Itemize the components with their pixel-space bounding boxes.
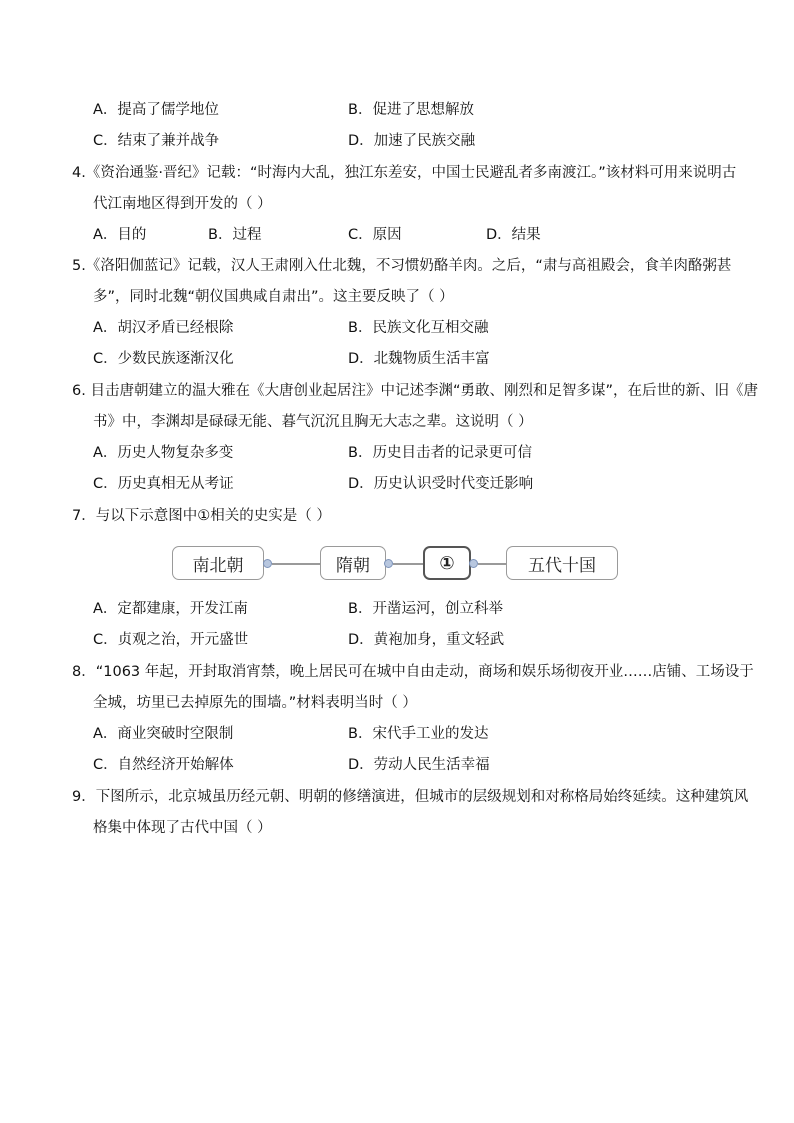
q7-option-b: B．开凿运河，创立科举 [348, 601, 503, 617]
q4-option-a: A．目的 [93, 227, 147, 243]
q3-option-b: B．促进了思想解放 [348, 102, 474, 118]
q3-option-a: A．提高了儒学地位 [93, 102, 219, 118]
q6-option-d: D．历史认识受时代变迁影响 [348, 476, 534, 492]
q6-option-b: B．历史目击者的记录更可信 [348, 445, 532, 461]
q7-stem-line1: 7．与以下示意图中①相关的史实是（ ） [72, 508, 331, 524]
dynasty-flow-diagram [172, 546, 622, 582]
q5-option-a: A．胡汉矛盾已经根除 [93, 320, 234, 336]
q8-option-d: D．劳动人民生活幸福 [348, 757, 490, 773]
q7-option-a: A．定都建康，开发江南 [93, 601, 248, 617]
diagram-node-nanbeichao: 南北朝 [172, 546, 264, 580]
q5-option-b: B．民族文化互相交融 [348, 320, 489, 336]
diagram-collapse-dot [469, 559, 478, 568]
q4-option-b: B．过程 [208, 227, 262, 243]
q9-stem-line2: 格集中体现了古代中国（ ） [93, 820, 272, 836]
q6-option-c: C．历史真相无从考证 [93, 476, 234, 492]
q8-stem-line2: 全城，坊里已去掉原先的围墙。”材料表明当时（ ） [93, 695, 417, 711]
q5-option-d: D．北魏物质生活丰富 [348, 351, 490, 367]
diagram-collapse-dot [263, 559, 272, 568]
diagram-node-wudai: 五代十国 [506, 546, 618, 580]
diagram-collapse-dot [384, 559, 393, 568]
q5-stem-line1: 5.《洛阳伽蓝记》记载，汉人王肃刚入仕北魏，不习惯奶酪羊肉。之后，“肃与高祖殿会，食羊肉酪粥甚 [72, 258, 732, 274]
diagram-connector [393, 563, 423, 565]
q8-option-b: B．宋代手工业的发达 [348, 726, 489, 742]
q8-option-a: A．商业突破时空限制 [93, 726, 234, 742]
diagram-node-suichao: 隋朝 [320, 546, 386, 580]
q4-option-d: D．结果 [486, 227, 541, 243]
q6-stem-line1: 6. 目击唐朝建立的温大雅在《大唐创业起居注》中记述李渊“勇敢、刚烈和足智多谋”，在后世的新、旧《唐 [72, 383, 758, 399]
q4-stem-line1: 4.《资治通鉴·晋纪》记载：“时海内大乱，独江东差安，中国士民避乱者多南渡江。”该材料可用来说明古 [72, 165, 737, 181]
diagram-connector [272, 563, 320, 565]
q4-option-c: C．原因 [348, 227, 402, 243]
q3-option-d: D．加速了民族交融 [348, 133, 476, 149]
q5-stem-line2: 多”，同时北魏“朝仪国典咸自肃出”。这主要反映了（ ） [93, 289, 454, 305]
q8-option-c: C．自然经济开始解体 [93, 757, 234, 773]
q6-stem-line2: 书》中，李渊却是碌碌无能、暮气沉沉且胸无大志之辈。这说明（ ） [93, 414, 533, 430]
q6-option-a: A．历史人物复杂多变 [93, 445, 234, 461]
q4-stem-line2: 代江南地区得到开发的（ ） [93, 196, 272, 212]
diagram-connector [478, 563, 506, 565]
q9-stem-line1: 9．下图所示，北京城虽历经元朝、明朝的修缮演进，但城市的层级规划和对称格局始终延续。这种建筑风 [72, 789, 749, 805]
q7-option-c: C．贞观之治，开元盛世 [93, 632, 249, 648]
q8-stem-line1: 8．“1063 年起，开封取消宵禁，晚上居民可在城中自由走动，商场和娱乐场彻夜开业……店铺、工场设于 [72, 664, 754, 680]
q7-option-d: D．黄袍加身，重文轻武 [348, 632, 505, 648]
q5-option-c: C．少数民族逐渐汉化 [93, 351, 234, 367]
diagram-node-blank-1: ① [423, 546, 471, 580]
q3-option-c: C．结束了兼并战争 [93, 133, 220, 149]
